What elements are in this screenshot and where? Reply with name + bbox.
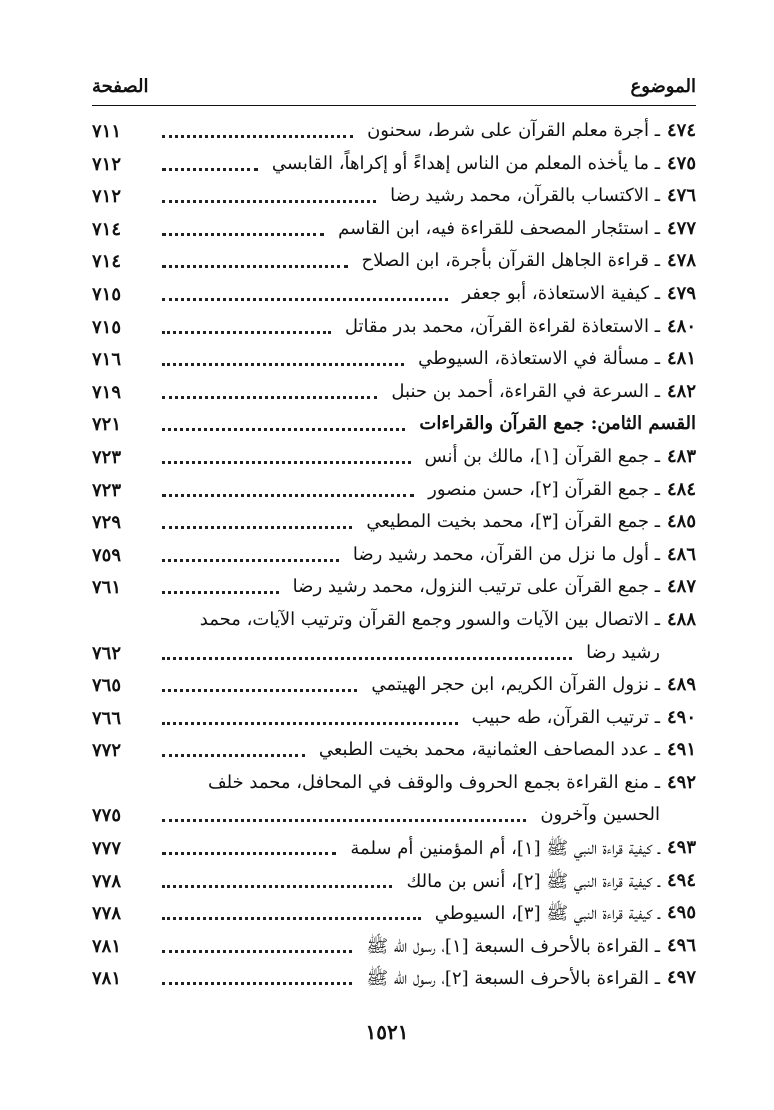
toc-entry [92, 346, 696, 379]
entry-title: ـ منع القراءة بجمع الحروف والوقف في المحافل، محمد خلف [207, 771, 660, 793]
entry-number: ٤٧٤ [666, 120, 696, 141]
entry-number: ٤٧٦ [666, 185, 696, 207]
toc-entry [92, 444, 696, 477]
table-of-contents [92, 118, 696, 998]
entry-page: ٧٢٣ [92, 479, 122, 501]
entry-number: ٤٩٥ [666, 902, 696, 924]
entry-title: ـ السرعة في القراءة، أحمد بن حنبل [391, 380, 660, 402]
entry-title: ـ كيفية قراءة النبي ﷺ [٣]، السيوطي [434, 903, 660, 925]
entry-page: ٧٧٥ [92, 805, 122, 827]
entry-title: ـ كيفية قراءة النبي ﷺ [١]، أم المؤمنين أم سلمة [350, 838, 660, 860]
toc-entry [92, 933, 696, 966]
entry-number: ٤٩٦ [666, 934, 696, 956]
toc-entry [92, 802, 696, 835]
dot-leader [162, 265, 348, 268]
entry-number: ٤٩٢ [666, 771, 696, 793]
entry-page: ٧١٤ [92, 218, 122, 240]
entry-number: ٤٨٦ [666, 543, 696, 565]
toc-entry [92, 281, 696, 314]
dot-leader [162, 982, 352, 985]
entry-page: ٧٨١ [92, 935, 122, 957]
entry-title: ـ الاستعاذة لقراءة القرآن، محمد بدر مقاتل [344, 315, 660, 337]
entry-page: ٧٢٩ [92, 512, 122, 534]
entry-title: رشيد رضا [586, 641, 660, 663]
entry-page: ٧١٦ [92, 349, 122, 371]
entry-number: ٤٧٨ [666, 250, 696, 272]
toc-entry [92, 737, 696, 770]
entry-page: ٧٨١ [92, 968, 122, 990]
entry-page: ٧١٤ [92, 251, 122, 273]
entry-page: ٧١١ [92, 121, 122, 142]
entry-number: ٤٩٣ [666, 837, 696, 859]
toc-entry [92, 542, 696, 575]
toc-entry [92, 835, 696, 868]
dot-leader [162, 331, 331, 334]
entry-number: ٤٨٧ [666, 576, 696, 598]
entry-page: ٧١٢ [92, 153, 122, 175]
entry-title: ـ جمع القرآن [٣]، محمد بخيت المطيعي [366, 511, 660, 533]
entry-page: ٧٧٧ [92, 838, 122, 860]
entry-number: ٤٩٧ [666, 967, 696, 989]
entry-title: ـ ترتيب القرآن، طه حبيب [471, 706, 660, 728]
dot-leader [162, 526, 352, 529]
dot-leader [162, 168, 258, 171]
dot-leader [162, 428, 405, 431]
toc-entry [92, 248, 696, 281]
dot-leader [162, 200, 376, 203]
dot-leader [162, 689, 357, 692]
entry-page: ٧٧٨ [92, 870, 122, 892]
entry-number: ٤٨٣ [666, 445, 696, 467]
entry-page: ٧٥٩ [92, 544, 122, 566]
toc-entry [92, 607, 696, 640]
entry-page: ٧١٥ [92, 316, 122, 338]
entry-number: ٤٨٠ [666, 315, 696, 337]
entry-title: ـ كيفية قراءة النبي ﷺ [٢]، أنس بن مالك [406, 870, 660, 892]
dot-leader [162, 494, 414, 497]
entry-number: ٤٨٢ [666, 380, 696, 402]
entry-page: ٧٧٢ [92, 740, 122, 762]
dot-leader [162, 559, 339, 562]
entry-number: ٤٨٨ [666, 608, 696, 630]
entry-number: ٤٧٥ [666, 152, 696, 174]
toc-entry [92, 151, 696, 184]
entry-title: ـ الاكتساب بالقرآن، محمد رشيد رضا [390, 185, 660, 207]
dot-leader [162, 852, 336, 855]
entry-title: ـ القراءة بالأحرف السبعة [٢]، رسول الله ﷺ [366, 968, 660, 990]
entry-number: ٤٩٠ [666, 706, 696, 728]
entry-title: ـ القراءة بالأحرف السبعة [١]، رسول الله ﷺ [366, 935, 660, 957]
entry-page: ٧٢٣ [92, 446, 122, 468]
entry-title: ـ أجرة معلم القرآن على شرط، سحنون [367, 120, 660, 141]
entry-title: ـ مسألة في الاستعاذة، السيوطي [418, 348, 660, 370]
entry-title: ـ أول ما نزل من القرآن، محمد رشيد رضا [352, 543, 660, 565]
toc-entry [92, 770, 696, 803]
page-number: ١٥٢١ [365, 1020, 409, 1044]
entry-title: ـ كيفية الاستعاذة، أبو جعفر [462, 282, 660, 304]
entry-page: ٧١٢ [92, 186, 122, 208]
toc-entry [92, 965, 696, 998]
toc-entry [92, 868, 696, 901]
entry-number: ٤٩١ [666, 739, 696, 761]
entry-title: الحسين وآخرون [540, 804, 660, 826]
dot-leader [162, 885, 392, 888]
dot-leader [162, 298, 448, 301]
section-heading: القسم الثامن: جمع القرآن والقراءات [419, 413, 696, 435]
dot-leader [162, 754, 305, 757]
toc-entry [92, 672, 696, 705]
toc-entry [92, 705, 696, 738]
entry-number: ٤٨٩ [666, 674, 696, 696]
dot-leader [162, 461, 411, 464]
entry-page: ٧٦٥ [92, 675, 122, 697]
dot-leader [162, 917, 421, 920]
page-column-label: الصفحة [92, 76, 149, 97]
entry-title: ـ جمع القرآن [٢]، حسن منصور [428, 478, 660, 500]
entry-number: ٤٨٤ [666, 478, 696, 500]
dot-leader [162, 233, 324, 236]
entry-title: ـ استئجار المصحف للقراءة فيه، ابن القاسم [338, 217, 660, 239]
entry-page: ٧١٥ [92, 283, 122, 305]
entry-page: ٧٢١ [92, 414, 122, 436]
toc-entry [92, 379, 696, 412]
entry-title: ـ ما يأخذه المعلم من الناس إهداءً أو إكراهاً، القابسي [271, 152, 660, 174]
toc-entry [92, 411, 696, 444]
toc-entry [92, 640, 696, 673]
entry-page: ٧٧٨ [92, 903, 122, 925]
dot-leader [162, 396, 377, 399]
entry-number: ٤٨١ [666, 348, 696, 370]
toc-entry [92, 477, 696, 510]
dot-leader [162, 657, 572, 660]
entry-page: ٧٦١ [92, 577, 122, 599]
toc-entry [92, 574, 696, 607]
dot-leader [162, 722, 458, 725]
entry-number: ٤٩٤ [666, 869, 696, 891]
toc-entry [92, 900, 696, 933]
entry-title: ـ جمع القرآن على ترتيب النزول، محمد رشيد رضا [292, 576, 660, 598]
entry-title: ـ نزول القرآن الكريم، ابن حجر الهيتمي [371, 674, 660, 696]
entry-number: ٤٧٩ [666, 282, 696, 304]
dot-leader [162, 135, 353, 138]
toc-entry [92, 216, 696, 249]
entry-number: ٤٨٥ [666, 511, 696, 533]
entry-number: ٤٧٧ [666, 217, 696, 239]
entry-page: ٧١٩ [92, 381, 122, 403]
dot-leader [162, 363, 404, 366]
dot-leader [162, 950, 352, 953]
toc-entry [92, 183, 696, 216]
toc-entry [92, 118, 696, 151]
header-rule [92, 105, 696, 106]
toc-header [92, 76, 696, 102]
toc-entry [92, 509, 696, 542]
entry-title: ـ قراءة الجاهل القرآن بأجرة، ابن الصلاح [361, 250, 660, 272]
entry-page: ٧٦٢ [92, 642, 122, 664]
topic-column-label: الموضوع [630, 76, 696, 97]
dot-leader [162, 591, 279, 594]
entry-title: ـ جمع القرآن [١]، مالك بن أنس [424, 445, 660, 467]
entry-page: ٧٦٦ [92, 707, 122, 729]
entry-title: ـ عدد المصاحف العثمانية، محمد بخيت الطبعي [318, 739, 660, 761]
toc-entry [92, 314, 696, 347]
entry-title: ـ الاتصال بين الآيات والسور وجمع القرآن وترتيب الآيات، محمد [199, 608, 660, 630]
dot-leader [162, 819, 526, 822]
